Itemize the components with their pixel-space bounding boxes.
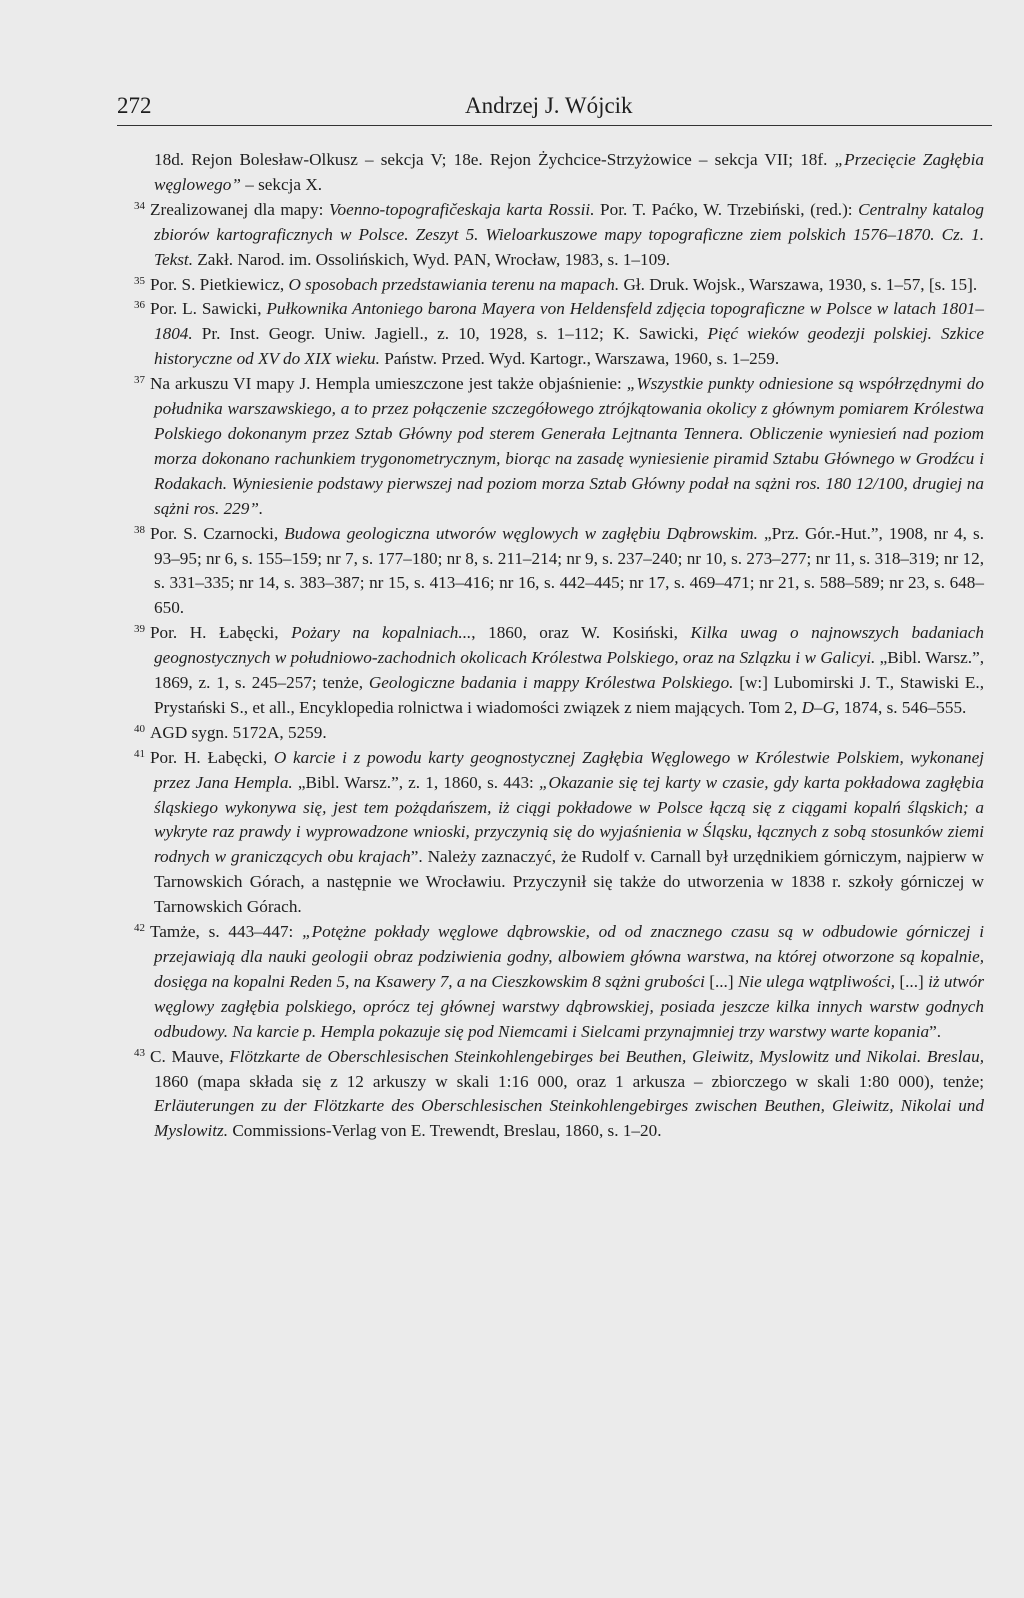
footnote-italic-text: iż utwór węglowy zagłębia polskiego, oprócz tej głównej warstwy dąbrowskiej, posiada jeszcze kilka innych warstw godnych odbudowy. Na karcie p. Hempla pokazuje się pod Niemcami i Sielcami przynajmniej trzy warstwy warte kopania xyxy=(154,971,985,1041)
footnote-text: Zakł. Narod. im. Ossolińskich, Wyd. PAN, Wrocław, 1983, s. 1–109. xyxy=(193,249,671,269)
footnote-text: ”. xyxy=(929,1021,942,1041)
footnote-39 xyxy=(134,621,984,721)
footnote-text: 1874, s. 546–555. xyxy=(839,697,967,717)
footnote-number: 36 xyxy=(134,299,145,312)
footnote-italic-text: „Wszystkie punkty odniesione są współrzędnymi do południka warszawskiego, a to przez połączenie szczegółowego ztrójkątowania okolicy z głównym pomiarem Królestwa Polskiego dokonanym przez Sztab Główny pod sterem Generała Lejtnanta Tennera. Obliczenie wyniesień nad poziom morza dokonano rachunkiem trygonometrycznym, biorąc na zasadę wyniesienie piramid Sztabu Głównego w Grodźcu i Rodakach. Wyniesienie podstawy pierwszej nad poziom morza Sztab Główny podał na sążni ros. 180 12/100, drugiej na sążni ros. 229”. xyxy=(154,374,984,518)
footnote-text: ”. Należy zaznaczyć, że Rudolf v. Carnall był urzędnikiem górniczym, najpierw w Tarnowskich Górach, a następnie we Wrocławiu. Przyczynił się także do utworzenia w 1838 r. szkoły górniczej w Tarnowskich Górach. xyxy=(154,847,984,917)
footnote-number: 42 xyxy=(134,922,145,935)
footnote-italic-text: D–G, xyxy=(801,697,840,717)
footnote-text: Zrealizowanej dla mapy: xyxy=(150,199,329,219)
footnote-text: Państw. Przed. Wyd. Kartogr., Warszawa, 1960, s. 1–259. xyxy=(379,349,780,369)
footnote-text: Por. T. Paćko, W. Trzebiński, (red.): xyxy=(594,199,859,219)
footnote-number: 43 xyxy=(134,1046,145,1059)
footnote-40 xyxy=(134,721,984,746)
footnote-italic-text: „Potężne pokłady węglowe dąbrowskie, od od znacznego czasu są w odbudowie górniczej i przejawiają dla nauki geologii obraz podziwienia godny, albowiem główna warstwa, na której otworzone są kopalnie, dosięga na kopalni Reden 5, na Ksawery 7, a na Cieszkowskim 8 sążni grubości xyxy=(154,922,984,991)
footnote-text: Por. H. Łabęcki, xyxy=(150,747,274,767)
footnote-italic-text: Flötzkarte de Oberschlesischen Steinkohlengebirges bei Beuthen, Gleiwitz, Myslowitz und Nikolai. Breslau, xyxy=(229,1046,984,1066)
footnote-text: 18d. Rejon Bolesław-Olkusz – sekcja V; 18e. Rejon Żychcice-Strzyżowice – sekcja VII; 18f. xyxy=(154,150,835,169)
footnote-35 xyxy=(134,273,984,298)
footnote-number: 38 xyxy=(134,523,145,536)
footnote-text: 1860 (mapa składa się z 12 arkuszy w skali 1:16 000, oraz 1 arkusza – zbiorczego w skali 1:80 000), tenże; xyxy=(154,1071,984,1091)
footnote-italic-text: Pięć wieków geodezji polskiej. Szkice historyczne od XV do XIX wieku. xyxy=(154,324,984,369)
footnote-36 xyxy=(134,297,984,372)
footnote-italic-text: O sposobach przedstawiania terenu na mapach. xyxy=(288,274,620,294)
footnote-italic-text: Budowa geologiczna utworów węglowych w zagłębiu Dąbrowskim. xyxy=(284,523,758,543)
footnote-text: C. Mauve, xyxy=(150,1046,230,1066)
footnote-text: Pr. Inst. Geogr. Uniw. Jagiell., z. 10, 1928, s. 1–112; K. Sawicki, xyxy=(192,324,708,344)
footnote-38 xyxy=(134,522,984,622)
footnote-text: , 1860, oraz W. Kosiński, xyxy=(471,623,691,643)
footnote-italic-text: Kilka uwag o najnowszych badaniach geognostycznych w południowo-zachodnich okolicach Królestwa Polskiego, oraz na Szlązku i w Galicyi. xyxy=(154,623,985,668)
footnote-text: AGD sygn. 5172A, 5259. xyxy=(150,722,327,742)
page-number: 272 xyxy=(117,93,152,118)
footnote-text: „Bibl. Warsz.”, 1869, z. 1, s. 245–257; tenże, xyxy=(154,648,985,693)
footnote-number: 40 xyxy=(134,722,145,735)
footnote-text: Tamże, s. 443–447: xyxy=(150,922,303,942)
header-rule xyxy=(117,125,992,126)
footnote-italic-text: Nie ulega wątpliwości, xyxy=(737,971,896,991)
footnote-continuation xyxy=(134,148,984,198)
running-header xyxy=(117,90,992,126)
footnote-text: Por. S. Pietkiewicz, xyxy=(150,274,289,294)
footnote-text: – sekcja X. xyxy=(240,174,323,194)
footnote-text: Na arkuszu VI mapy J. Hempla umieszczone jest także objaśnienie: xyxy=(150,374,627,394)
footnote-text: „Bibl. Warsz.”, z. 1, 1860, s. 443: xyxy=(292,772,539,792)
footnote-42 xyxy=(134,920,984,1045)
footnote-text: Por. H. Łabęcki, xyxy=(150,623,292,643)
footnote-italic-text: „Okazanie się tej karty w czasie, gdy karta pokładowa zagłębia śląskiego wykonywa się, jest tem pożądańszem, iż ciągi pokładowe w Polsce łączą się z ciągami kopalń śląskich; a wykryte raz prawdy i wyprowadzone wnioski, przyczynią się do wyjaśnienia w Śląsku, łącznych z sobą stosunków ziemi rodnych w graniczących obu krajach xyxy=(154,772,984,867)
footnote-text: Por. L. Sawicki, xyxy=(150,299,267,319)
footnote-number: 37 xyxy=(134,374,145,387)
footnote-italic-text: „Przecięcie Zagłębia węglowego” xyxy=(154,150,984,194)
footnote-italic-text: Geologiczne badania i mappy Królestwa Polskiego. xyxy=(368,673,734,693)
footnote-text: Por. S. Czarnocki, xyxy=(150,523,285,543)
footnote-italic-text: Pożary na kopalniach... xyxy=(291,623,472,643)
footnote-43 xyxy=(134,1045,984,1145)
footnote-number: 39 xyxy=(134,623,145,636)
footnote-text: „Prz. Gór.-Hut.”, 1908, nr 4, s. 93–95; nr 6, s. 155–159; nr 7, s. 177–180; nr 8, s. 211–214; nr 9, s. 237–240; nr 10, s. 273–277; nr 11, s. 318–319; nr 12, s. 331–335; nr 14, s. 383–387; nr 15, s. 413–416; nr 16, s. 442–445; nr 17, s. 469–471; nr 21, s. 588–589; nr 23, s. 648–650. xyxy=(154,523,985,618)
footnote-34 xyxy=(134,198,984,273)
footnote-text: [w:] Lubomirski J. T., Stawiski E., Prystański S., et all., Encyklopedia rolnictwa i wiadomości związek z niem mających. Tom 2, xyxy=(154,673,984,717)
footnote-number: 34 xyxy=(134,199,145,212)
footnote-text: [...] xyxy=(704,971,738,991)
footnote-text: Commissions-Verlag von E. Trewendt, Breslau, 1860, s. 1–20. xyxy=(228,1121,662,1141)
footnote-italic-text: O karcie i z powodu karty geognostycznej Zagłębia Węglowego w Królestwie Polskiem, wykonanej przez Jana Hempla. xyxy=(154,747,985,792)
running-title-author: Andrzej J. Wójcik xyxy=(465,93,633,118)
footnote-italic-text: Voenno-topografičeskaja karta Rossii. xyxy=(328,199,595,219)
footnote-text: [...] xyxy=(895,971,929,991)
footnote-37 xyxy=(134,372,984,521)
footnote-number: 41 xyxy=(134,747,145,760)
footnote-41 xyxy=(134,746,984,920)
footnotes-list xyxy=(134,148,984,1144)
footnote-number: 35 xyxy=(134,274,145,287)
footnote-text: Gł. Druk. Wojsk., Warszawa, 1930, s. 1–57, [s. 15]. xyxy=(619,274,978,294)
footnote-italic-text: Centralny katalog zbiorów kartograficznych w Polsce. Zeszyt 5. Wieloarkuszowe mapy topograficzne ziem polskich 1576–1870. Cz. 1. Tekst. xyxy=(154,199,984,269)
footnote-italic-text: Pułkownika Antoniego barona Mayera von Heldensfeld zdjęcia topograficzne w Polsce w latach 1801–1804. xyxy=(154,299,984,344)
footnote-italic-text: Erläuterungen zu der Flötzkarte des Oberschlesischen Steinkohlengebirges zwischen Beuthen, Gleiwitz, Nikolai und Myslowitz. xyxy=(154,1096,984,1141)
